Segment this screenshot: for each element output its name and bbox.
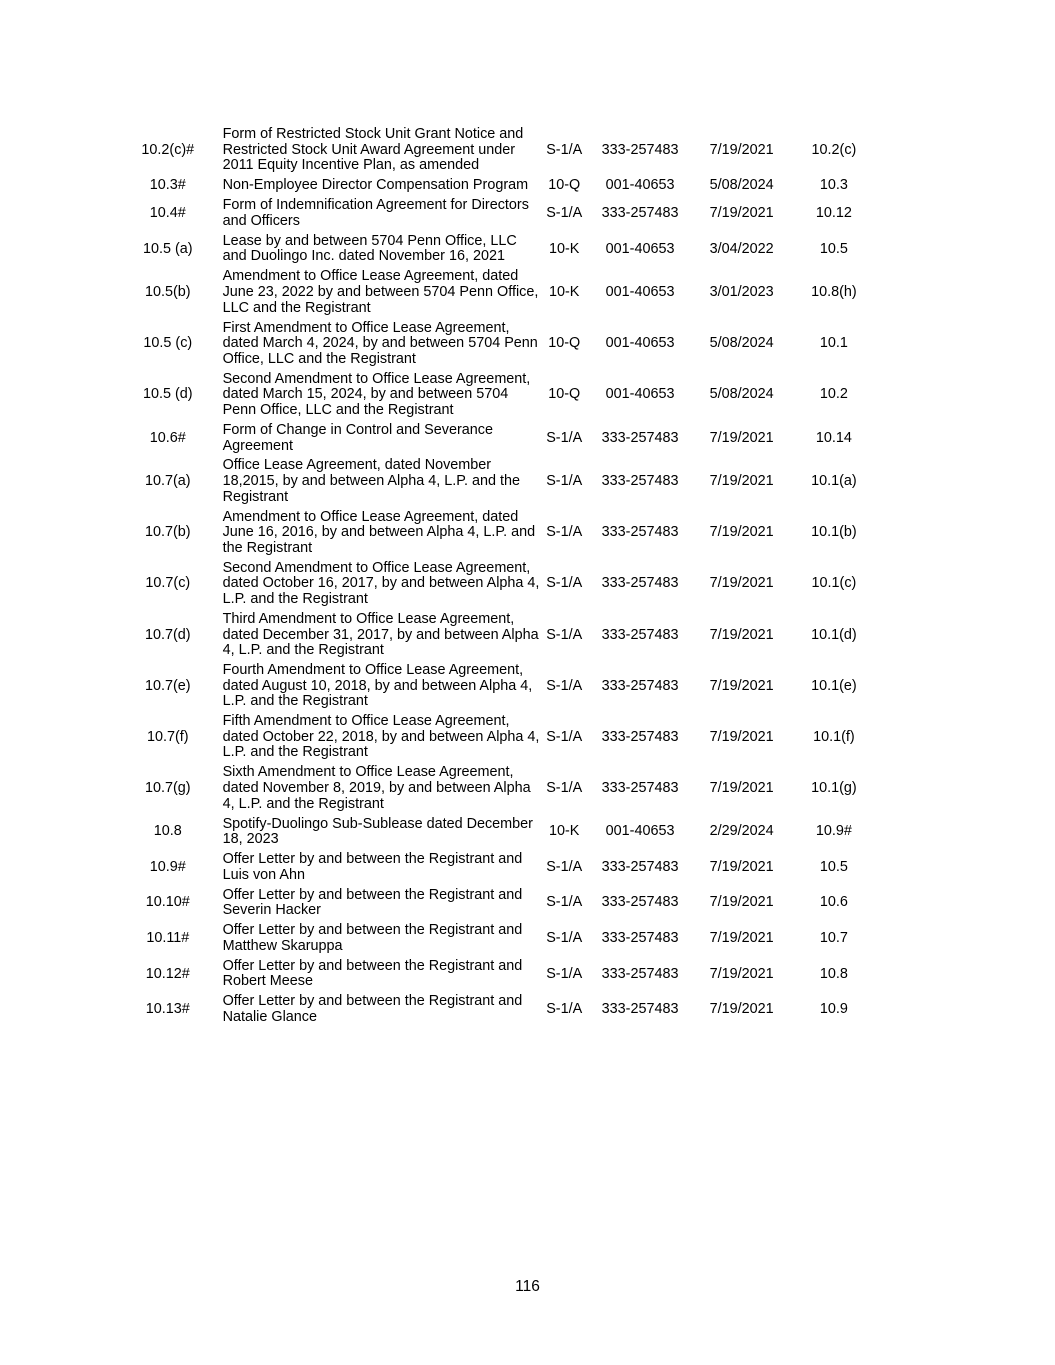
exhibit-rows <box>116 125 876 1028</box>
table-row <box>116 456 876 507</box>
exhibit-number: 10.5 (c) <box>143 335 193 352</box>
filing-date: 7/19/2021 <box>709 524 774 541</box>
table-row <box>116 318 876 369</box>
filing-date: 5/08/2024 <box>709 335 774 352</box>
referenced-exhibit: 10.5 <box>819 858 848 875</box>
table-row <box>116 507 876 558</box>
exhibit-description: Spotify-Duolingo Sub-Sublease dated December 18, 2023 <box>222 815 533 848</box>
file-number: 333-257483 <box>601 965 679 982</box>
table-row <box>116 712 876 763</box>
filing-form: 10-K <box>548 240 580 257</box>
exhibit-number: 10.5 (d) <box>142 386 193 403</box>
exhibit-number: 10.13# <box>145 1001 190 1018</box>
table-row <box>116 176 876 196</box>
filing-form: S-1/A <box>546 677 583 694</box>
filing-date: 7/19/2021 <box>709 141 774 158</box>
filing-form: S-1/A <box>546 965 583 982</box>
exhibit-description: Third Amendment to Office Lease Agreement, dated December 31, 2017, by and between Alpha 4, L.P. and the Registrant <box>222 610 539 659</box>
referenced-exhibit: 10.1 <box>819 335 848 352</box>
file-number: 001-40653 <box>605 284 675 301</box>
filing-date: 7/19/2021 <box>709 473 774 490</box>
exhibit-number: 10.4# <box>149 205 186 222</box>
exhibit-description: Office Lease Agreement, dated November 18,2015, by and between Alpha 4, L.P. and the Registrant <box>222 457 520 505</box>
exhibit-description: Fourth Amendment to Office Lease Agreement, dated August 10, 2018, by and between Alpha 4, L.P. and the Registrant <box>222 662 533 710</box>
table-row <box>116 992 876 1028</box>
filing-date: 7/19/2021 <box>709 1001 774 1018</box>
file-number: 001-40653 <box>605 335 675 352</box>
table-row <box>116 763 876 814</box>
filing-form: 10-Q <box>548 335 581 352</box>
file-number: 333-257483 <box>601 575 679 592</box>
referenced-exhibit: 10.2 <box>819 386 848 403</box>
filing-date: 7/19/2021 <box>709 780 774 796</box>
filing-form: S-1/A <box>546 524 583 541</box>
exhibit-index-table <box>116 125 876 1028</box>
file-number: 333-257483 <box>601 780 679 796</box>
exhibit-number: 10.8 <box>153 823 182 840</box>
filing-date: 7/19/2021 <box>709 965 774 982</box>
filing-date: 7/19/2021 <box>709 429 774 446</box>
exhibit-description: Second Amendment to Office Lease Agreement, dated March 15, 2024, by and between 5704 Penn Office, LLC and the Registrant <box>222 370 531 418</box>
exhibit-description: Fifth Amendment to Office Lease Agreement, dated October 22, 2018, by and between Alpha 4, L.P. and the Registrant <box>222 713 540 761</box>
filing-date: 7/19/2021 <box>709 205 774 222</box>
referenced-exhibit: 10.1(b) <box>811 524 857 541</box>
exhibit-description: Offer Letter by and between the Registrant and Natalie Glance <box>222 993 523 1025</box>
exhibit-number: 10.5(b) <box>144 284 191 301</box>
referenced-exhibit: 10.9 <box>819 1001 848 1018</box>
filing-form: 10-K <box>548 284 580 301</box>
file-number: 001-40653 <box>605 386 675 403</box>
filing-form: S-1/A <box>546 429 583 446</box>
exhibit-description: Second Amendment to Office Lease Agreement, dated October 16, 2017, by and between Alpha 4, L.P. and the Registrant <box>222 559 540 607</box>
filing-form: S-1/A <box>546 780 583 796</box>
filing-date: 5/08/2024 <box>709 177 774 194</box>
page-number: 116 <box>515 1278 540 1295</box>
exhibit-number: 10.7(c) <box>145 575 191 592</box>
table-row <box>116 661 876 712</box>
filing-date: 7/19/2021 <box>709 930 774 947</box>
exhibit-number: 10.11# <box>146 930 190 947</box>
referenced-exhibit: 10.5 <box>819 240 848 257</box>
referenced-exhibit: 10.1(a) <box>811 473 857 490</box>
file-number: 333-257483 <box>601 1001 679 1018</box>
exhibit-description: Form of Indemnification Agreement for Directors and Officers <box>222 197 529 229</box>
exhibit-number: 10.7(b) <box>144 524 191 541</box>
file-number: 001-40653 <box>605 177 675 194</box>
referenced-exhibit: 10.1(c) <box>811 575 857 592</box>
filing-date: 7/19/2021 <box>709 575 774 592</box>
table-row <box>116 196 876 232</box>
referenced-exhibit: 10.14 <box>815 429 852 446</box>
referenced-exhibit: 10.3 <box>819 177 848 194</box>
exhibit-number: 10.12# <box>145 965 190 982</box>
exhibit-number: 10.7(f) <box>146 728 189 745</box>
referenced-exhibit: 10.8(h) <box>811 284 857 301</box>
table-row <box>116 267 876 318</box>
exhibit-description: Amendment to Office Lease Agreement, dated June 16, 2016, by and between Alpha 4, L.P. and the Registrant <box>222 508 536 556</box>
exhibit-number: 10.7(d) <box>144 626 191 643</box>
referenced-exhibit: 10.1(e) <box>811 677 857 694</box>
referenced-exhibit: 10.2(c) <box>811 141 857 158</box>
table-row <box>116 125 876 176</box>
file-number: 333-257483 <box>601 429 679 446</box>
filing-form: S-1/A <box>546 473 583 490</box>
file-number: 333-257483 <box>601 858 679 875</box>
exhibit-number: 10.7(g) <box>144 780 191 796</box>
referenced-exhibit: 10.1(d) <box>811 626 857 643</box>
exhibit-number: 10.6# <box>149 429 186 446</box>
table-row <box>116 559 876 610</box>
exhibit-number: 10.9# <box>149 858 186 875</box>
filing-form: 10-Q <box>548 177 581 194</box>
filing-date: 7/19/2021 <box>709 728 774 745</box>
filing-form: S-1/A <box>546 575 583 592</box>
exhibit-description: Form of Change in Control and Severance Agreement <box>222 421 493 454</box>
file-number: 001-40653 <box>605 240 675 257</box>
filing-form: 10-K <box>548 823 580 840</box>
table-row <box>116 232 876 268</box>
filing-date: 2/29/2024 <box>709 823 774 840</box>
exhibit-description: Offer Letter by and between the Registrant and Severin Hacker <box>222 886 523 919</box>
table-row <box>116 421 876 457</box>
file-number: 333-257483 <box>601 677 679 694</box>
file-number: 333-257483 <box>601 473 679 490</box>
filing-date: 5/08/2024 <box>709 386 774 403</box>
exhibit-description: Form of Restricted Stock Unit Grant Notice and Restricted Stock Unit Award Agreement under 2011 Equity Incentive Plan, as amended <box>222 126 524 174</box>
table-row <box>116 370 876 421</box>
filing-form: S-1/A <box>546 930 583 947</box>
exhibit-number: 10.2(c)# <box>141 141 195 158</box>
referenced-exhibit: 10.9# <box>815 823 852 840</box>
filing-form: S-1/A <box>546 141 583 158</box>
filing-form: S-1/A <box>546 626 583 643</box>
exhibit-description: Sixth Amendment to Office Lease Agreement, dated November 8, 2019, by and between Alpha 4, L.P. and the Registrant <box>222 764 531 812</box>
filing-date: 3/01/2023 <box>709 284 774 301</box>
table-row <box>116 814 876 850</box>
filing-form: S-1/A <box>546 205 583 222</box>
referenced-exhibit: 10.1(g) <box>811 780 857 796</box>
exhibit-description: Offer Letter by and between the Registrant and Robert Meese <box>222 957 523 990</box>
table-row <box>116 957 876 993</box>
exhibit-number: 10.5 (a) <box>142 240 193 257</box>
exhibit-number: 10.7(e) <box>144 677 191 694</box>
exhibit-description: Amendment to Office Lease Agreement, dated June 23, 2022 by and between 5704 Penn Office, LLC and the Registrant <box>222 268 539 316</box>
exhibit-number: 10.10# <box>145 894 190 911</box>
filing-form: S-1/A <box>546 858 583 875</box>
filing-form: S-1/A <box>546 728 583 745</box>
exhibit-number: 10.3# <box>149 177 186 194</box>
file-number: 333-257483 <box>601 524 679 541</box>
referenced-exhibit: 10.7 <box>819 930 848 947</box>
referenced-exhibit: 10.6 <box>819 894 848 911</box>
filing-date: 7/19/2021 <box>709 858 774 875</box>
referenced-exhibit: 10.1(f) <box>813 728 855 745</box>
file-number: 333-257483 <box>601 930 679 947</box>
exhibit-description: Offer Letter by and between the Registrant and Matthew Skaruppa <box>222 922 523 954</box>
file-number: 333-257483 <box>601 728 679 745</box>
filing-date: 7/19/2021 <box>709 894 774 911</box>
referenced-exhibit: 10.8 <box>819 965 848 982</box>
file-number: 333-257483 <box>601 626 679 643</box>
filing-date: 7/19/2021 <box>709 626 774 643</box>
exhibit-description: First Amendment to Office Lease Agreement, dated March 4, 2024, by and between 5704 Penn Office, LLC and the Registrant <box>222 319 538 367</box>
file-number: 333-257483 <box>601 205 679 222</box>
exhibit-description: Offer Letter by and between the Registrant and Luis von Ahn <box>222 851 523 883</box>
filing-form: 10-Q <box>548 386 581 403</box>
filing-date: 7/19/2021 <box>709 677 774 694</box>
exhibit-description: Non-Employee Director Compensation Program <box>222 177 529 194</box>
file-number: 333-257483 <box>601 141 679 158</box>
exhibit-number: 10.7(a) <box>144 473 191 490</box>
table-row <box>116 610 876 661</box>
table-row <box>116 886 876 922</box>
table-row <box>116 921 876 957</box>
filing-form: S-1/A <box>546 1001 583 1018</box>
table-row <box>116 850 876 886</box>
filing-form: S-1/A <box>546 894 583 911</box>
exhibit-description: Lease by and between 5704 Penn Office, LLC and Duolingo Inc. dated November 16, 2021 <box>222 232 517 265</box>
file-number: 333-257483 <box>601 894 679 911</box>
filing-date: 3/04/2022 <box>709 240 774 257</box>
file-number: 001-40653 <box>605 823 675 840</box>
referenced-exhibit: 10.12 <box>815 205 852 222</box>
